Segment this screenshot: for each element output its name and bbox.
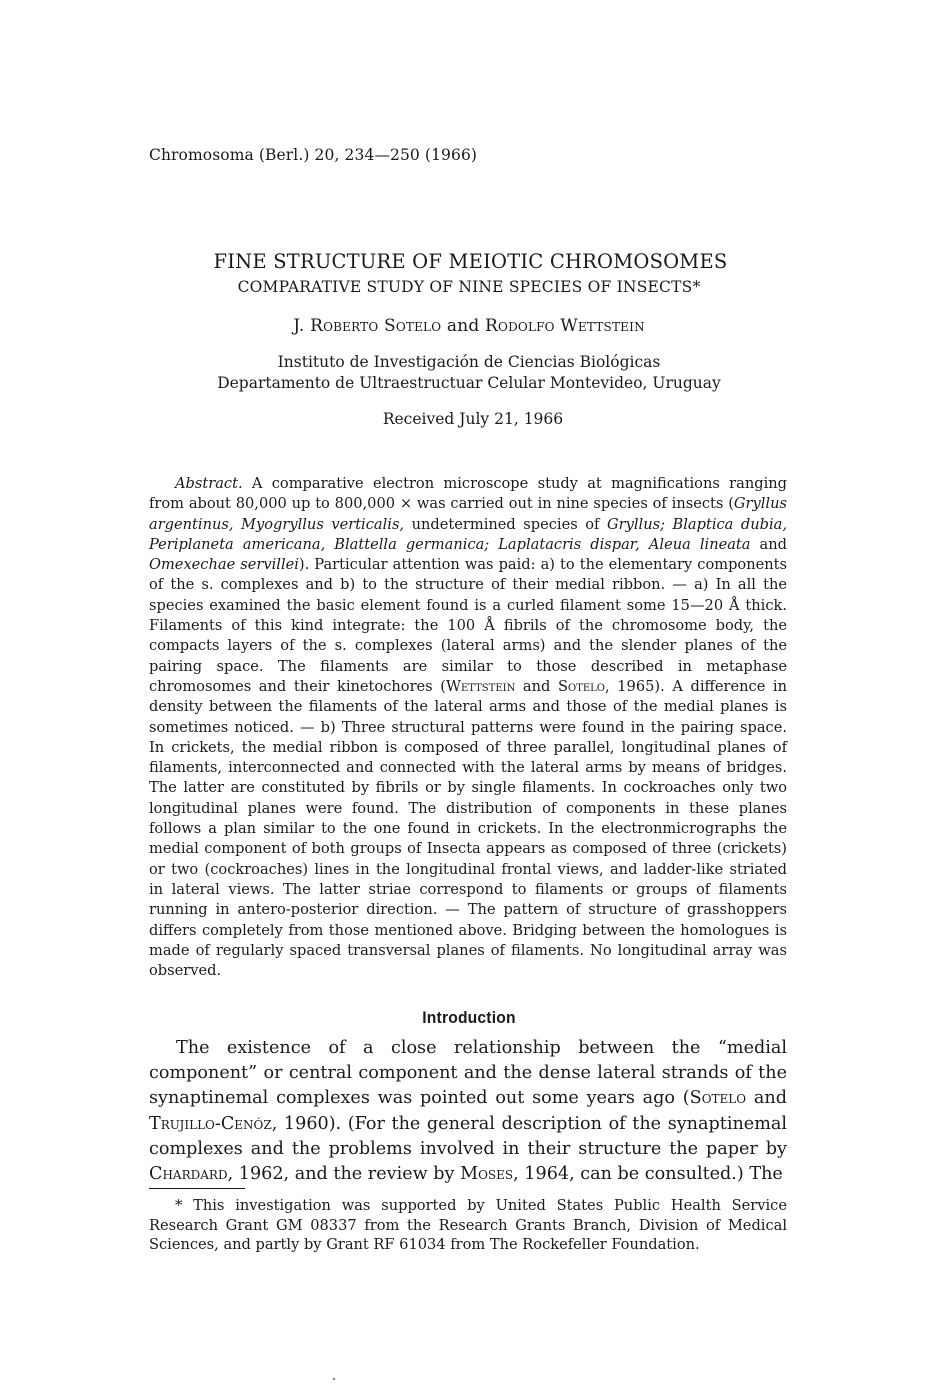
citation-author: Wettstein <box>445 677 516 695</box>
journal-reference: Chromosoma (Berl.) 20, 234—250 (1966) <box>149 146 478 164</box>
citation-author: Trujillo-Cenóz <box>149 1113 272 1134</box>
species-names: Omexechae servillei <box>149 556 299 574</box>
abstract-text: ). Particular attention was paid: a) to the elementary components of the s. complexes and b) to the structure of their medial ribbon. — a) In all the species examined the basic element found is a curled filament some 15—20 Å thick. Filaments of this kind integrate: the 100 Å fibrils of the chromosome body, the compacts layers of the s. complexes (lateral arms) and the slender planes of the pairing space. The filaments are similar to those described in metaphase chromosomes and their kinetochores ( <box>149 556 788 695</box>
author-first: Roberto Sotelo <box>310 316 442 336</box>
title-block <box>0 250 938 430</box>
abstract-text: , 1965). A difference in density between the filaments of the lateral arms and those of the medial planes is sometimes noticed. — b) Three structural patterns were found in the pairing space. In crickets, the medial ribbon is composed of three parallel, longitudinal planes of filaments, interconnected and connected with the lateral arms by means of bridges. The latter are constituted by fibrils or by single filaments. In cockroaches only two longitudinal planes were found. The distribution of components in these planes follows a plan similar to the one found in crickets. In the electronmicrographs the medial component of both groups of Insecta appears as composed of three (crickets) or two (cockroaches) lines in the longitudinal frontal views, and ladder-like striated in lateral views. The latter striae correspond to filaments or groups of filaments running in antero-posterior direction. — The pattern of structure of grasshoppers differs completely from those mentioned above. Bridging between the homologues is made of regularly spaced transversal planes of filaments. No longitudinal array was observed. <box>149 677 787 980</box>
species-names: Gryllus argentinus, Myogryllus verticalis, <box>149 495 787 533</box>
author-conjunction: and <box>441 316 486 336</box>
species-names: Gryllus; Blaptica dubia, Periplaneta americana, Blattella germanica; Laplatacris dispar, Aleua lineata <box>149 515 788 553</box>
paper-title: FINE STRUCTURE OF MEIOTIC CHROMOSOMES <box>213 250 728 273</box>
abstract-text: undetermined species of <box>404 515 607 533</box>
introduction-paragraph <box>149 1036 787 1187</box>
section-heading-introduction: Introduction <box>422 1008 516 1027</box>
author-second: Rodolfo Wettstein <box>485 316 645 336</box>
abstract-text: and <box>750 535 787 553</box>
scan-speck <box>333 1378 335 1380</box>
received-date: Received July 21, 1966 <box>382 410 564 428</box>
body-text: , 1960). (For the general description of the synaptinemal complexes and the problems involved in their structure the paper by <box>149 1113 787 1159</box>
author-line <box>0 315 938 337</box>
citation-author: Sotelo <box>689 1088 747 1109</box>
abstract-paragraph <box>149 474 787 981</box>
body-text: , 1964, can be consulted.) The <box>513 1164 783 1185</box>
affiliation <box>0 352 938 394</box>
affiliation-line-2: Departamento de Ultraestructuar Celular Montevideo, Uruguay <box>217 374 721 392</box>
body-text: The existence of a close relationship between the “medial component” or central component and the dense lateral strands of the synaptinemal complexes was pointed out some years ago ( <box>149 1038 787 1109</box>
citation-author: Chardard <box>149 1164 228 1185</box>
abstract-text: and <box>515 677 558 695</box>
affiliation-line-1: Instituto de Investigación de Ciencias Biológicas <box>277 353 661 371</box>
footnote-divider <box>149 1188 245 1189</box>
author-initial: J. <box>293 316 311 336</box>
paper-subtitle: COMPARATIVE STUDY OF NINE SPECIES OF INSECTS* <box>237 278 701 296</box>
abstract-text: A comparative electron microscope study at magnifications ranging from about 80,000 up to 800,000 × was carried out in nine species of insects ( <box>149 475 787 513</box>
citation-author: Moses <box>460 1164 514 1185</box>
body-text: and <box>746 1088 787 1109</box>
citation-author: Sotelo <box>558 677 606 695</box>
footnote: * This investigation was supported by United States Public Health Service Research Grant GM 08337 from the Research Grants Branch, Division of Medical Sciences, and partly by Grant RF 61034 from The Rockefeller Foundation. <box>149 1197 787 1254</box>
body-text: , 1962, and the review by <box>227 1164 461 1185</box>
abstract-label: Abstract. <box>175 475 243 492</box>
